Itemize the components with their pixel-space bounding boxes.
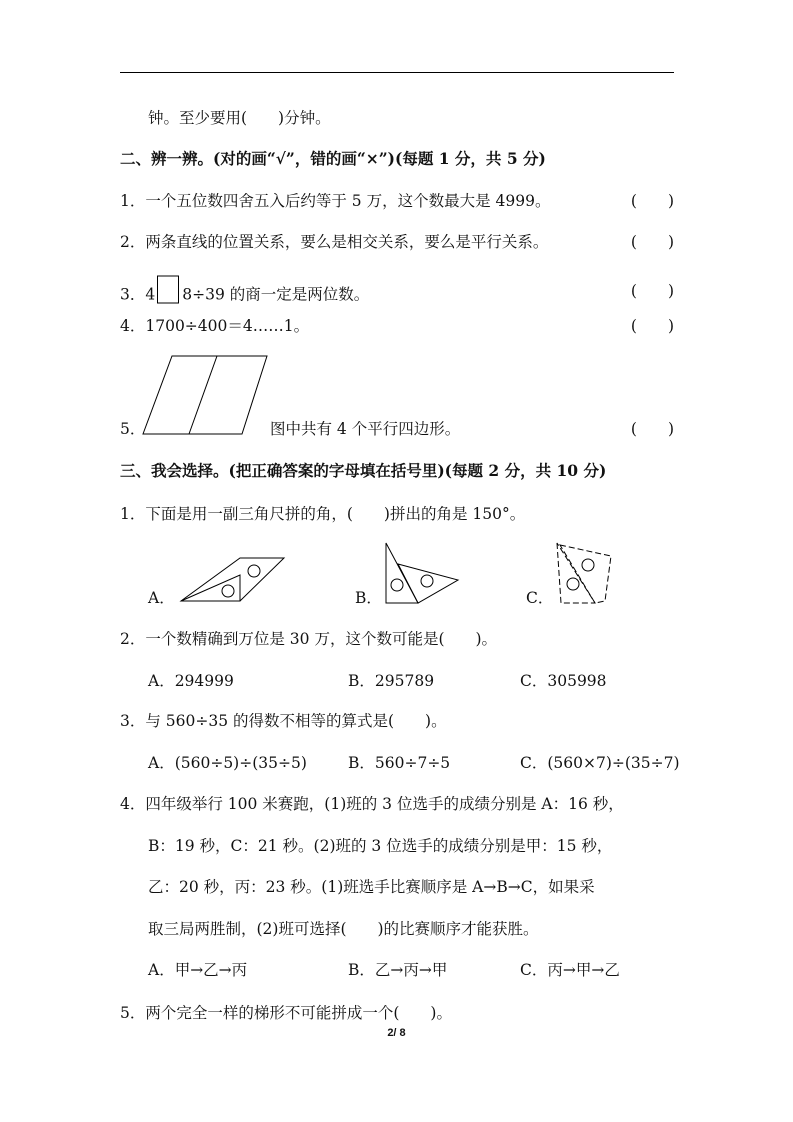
q2-opt-b: B．295789: [348, 672, 435, 690]
answer-paren: ( ): [630, 420, 674, 438]
q4-opt-b: B．乙→丙→甲: [348, 961, 448, 979]
q2-opt-a: A．294999: [148, 672, 234, 690]
q2-opt-c: C．305998: [520, 672, 607, 690]
s2-item-1: 1．一个五位数四舍五入后约等于 5 万，这个数最大是 4999。: [120, 192, 551, 210]
q1-opt-b: B．: [355, 589, 382, 607]
q3-opt-c: C．(560×7)÷(35÷7): [520, 754, 680, 772]
section-3-title: 三、我会选择。(把正确答案的字母填在括号里)(每题 2 分，共 10 分): [120, 461, 607, 480]
q4-opt-a: A．甲→乙→丙: [148, 961, 248, 979]
q1: 1．下面是用一副三角尺拼的角，( )拼出的角是 150°。: [120, 505, 526, 523]
s2-item-3: [120, 276, 369, 305]
item-3-prefix: 3．4: [120, 285, 156, 304]
s2-item-5-text: 图中共有 4 个平行四边形。: [270, 420, 461, 438]
q3-opt-a: A．(560÷5)÷(35÷5): [148, 754, 307, 772]
s2-item-4: 4．1700÷400＝4……1。: [120, 317, 310, 335]
item-3-text: 8÷39 的商一定是两位数。: [182, 285, 370, 304]
blank-box: [157, 276, 179, 304]
answer-paren: ( ): [630, 233, 674, 251]
q4-opt-c: C．丙→甲→乙: [520, 961, 620, 979]
q4-line-4: 取三局两胜制，(2)班可选择( )的比赛顺序才能获胜。: [148, 920, 539, 938]
page-number: 2/ 8: [387, 1027, 406, 1039]
q2: 2．一个数精确到万位是 30 万，这个数可能是( )。: [120, 630, 498, 648]
s2-item-5-num: 5．: [120, 420, 146, 438]
q1-opt-c: C．: [526, 589, 554, 607]
s2-item-2: 2．两条直线的位置关系，要么是相交关系，要么是平行关系。: [120, 233, 549, 251]
q4-line-1: 4．四年级举行 100 米赛跑，(1)班的 3 位选手的成绩分别是 A：16 秒，: [120, 795, 624, 813]
q3: 3．与 560÷35 的得数不相等的算式是( )。: [120, 712, 447, 730]
answer-paren: ( ): [630, 282, 674, 300]
continued-line: 钟。至少要用( )分钟。: [148, 109, 331, 127]
triangle-ruler-figure-c: [555, 540, 615, 606]
section-2-title: 二、辨一辨。(对的画“√”，错的画“×”)(每题 1 分，共 5 分): [120, 149, 546, 168]
triangle-ruler-figure-a: [178, 555, 290, 605]
q1-opt-a: A．: [148, 589, 175, 607]
parallelogram-figure: [140, 354, 270, 438]
q4-line-3: 乙：20 秒，丙：23 秒。(1)班选手比赛顺序是 A→B→C，如果采: [148, 878, 595, 896]
q5: 5．两个完全一样的梯形不可能拼成一个( )。: [120, 1004, 452, 1022]
answer-paren: ( ): [630, 317, 674, 335]
q4-line-2: B：19 秒，C：21 秒。(2)班的 3 位选手的成绩分别是甲：15 秒，: [148, 837, 613, 855]
answer-paren: ( ): [630, 192, 674, 210]
triangle-ruler-figure-b: [383, 540, 463, 606]
header-rule: [120, 72, 674, 73]
q3-opt-b: B．560÷7÷5: [348, 754, 451, 772]
